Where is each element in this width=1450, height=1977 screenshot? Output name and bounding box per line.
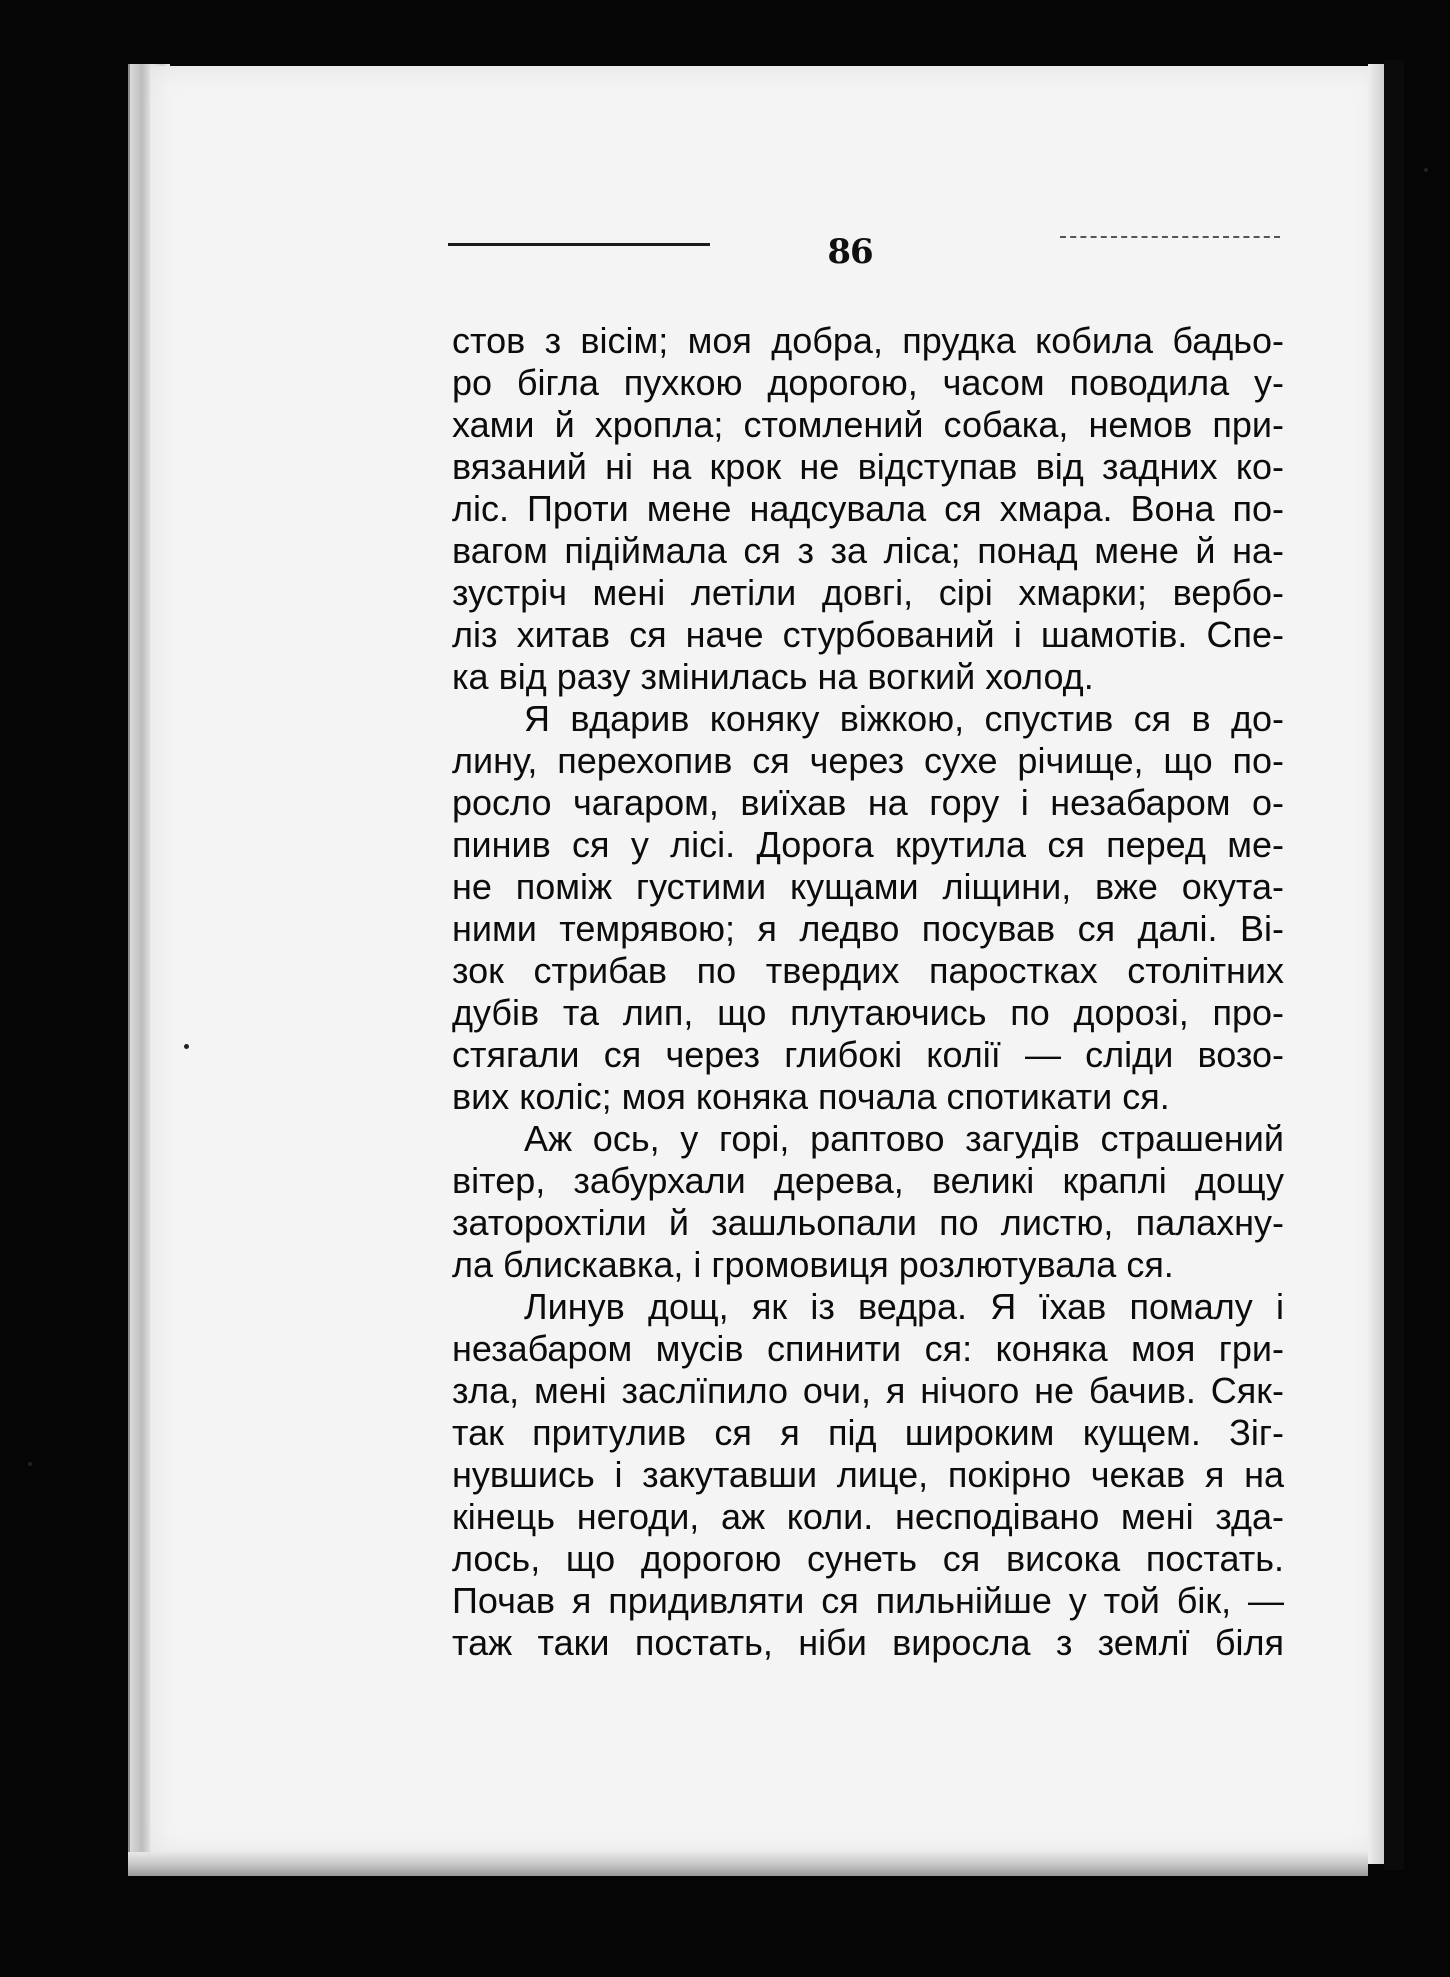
header-rule-right [1060,236,1280,240]
text-line: стов з вісім; моя добра, прудка кобила бадьо- [452,320,1284,361]
header-rule-left [448,243,710,246]
text-line: вязаний ні на крок не відступав від задних ко- [452,446,1284,487]
text-line: хами й хропла; стомлений собака, немов при- [452,404,1284,445]
page-gutter [1368,64,1384,1864]
text-line: стягали ся через глибокі колії — сліди возо- [452,1034,1284,1075]
text-line: вих коліс; моя коняка почала спотикати ся. [452,1076,1170,1117]
text-line: лось, що дорогою сунеть ся висока постать. [452,1538,1284,1579]
text-line: ла блискавка, і громовиця розлютувала ся. [452,1244,1174,1285]
scan-speck [1424,168,1428,172]
binding-edge [1384,60,1404,1870]
scan-speck [184,1044,189,1049]
text-line: зок стрибав по твердих паростках столітних [452,950,1284,991]
text-line: лину, перехопив ся через сухе річище, що по- [452,740,1284,781]
body-text [452,320,1284,1664]
text-line: не поміж густими кущами ліщини, вже окута- [452,866,1284,907]
text-line: заторохтіли й зашльопали по листю, палахну- [452,1202,1284,1243]
text-line: зустріч мені летіли довгі, сірі хмарки; вербо- [452,572,1284,613]
text-line: Я вдарив коняку віжкою, спустив ся в до- [524,698,1284,739]
page-number: 86 [827,232,873,272]
text-line: пинив ся у лісі. Дорога крутила ся перед ме- [452,824,1284,865]
text-line: ка від разу змінилась на вогкий холод. [452,656,1094,697]
text-line: ліс. Проти мене надсувала ся хмара. Вона по- [452,488,1284,529]
text-line: таж таки постать, ніби виросла з землї біля [452,1622,1284,1663]
text-line: незабаром мусів спинити ся: коняка моя гри- [452,1328,1284,1369]
text-line: Аж ось, у горі, раптово загудів страшений [524,1118,1284,1159]
text-line: ро бігла пухкою дорогою, часом поводила у- [452,362,1284,403]
text-line: зла, мені заслїпило очи, я нічого не бачив. Сяк- [452,1370,1284,1411]
page-stack-bottom [128,1852,1368,1876]
text-line: кінець негоди, аж коли. несподівано мені зда- [452,1496,1284,1537]
text-line: вітер, забурхали дерева, великі краплі дощу [452,1160,1284,1201]
scan-speck [28,1462,32,1466]
text-line: росло чагаром, виїхав на гору і незабаром о- [452,782,1284,823]
text-line: нувшись і закутавши лице, покірно чекав я на [452,1454,1284,1495]
text-line: так притулив ся я під широким кущем. Зіг- [452,1412,1284,1453]
text-line: ними темрявою; я ледво посував ся далі. Ві- [452,908,1284,949]
text-line: дубів та лип, що плутаючись по дорозі, про- [452,992,1284,1033]
text-line: Линув дощ, як із ведра. Я їхав помалу і [524,1286,1284,1327]
text-line: ліз хитав ся наче стурбований і шамотів. Спе- [452,614,1284,655]
text-line: Почав я придивляти ся пильнійше у той бік, — [452,1580,1284,1621]
text-line: вагом підіймала ся з за ліса; понад мене й на- [452,530,1284,571]
